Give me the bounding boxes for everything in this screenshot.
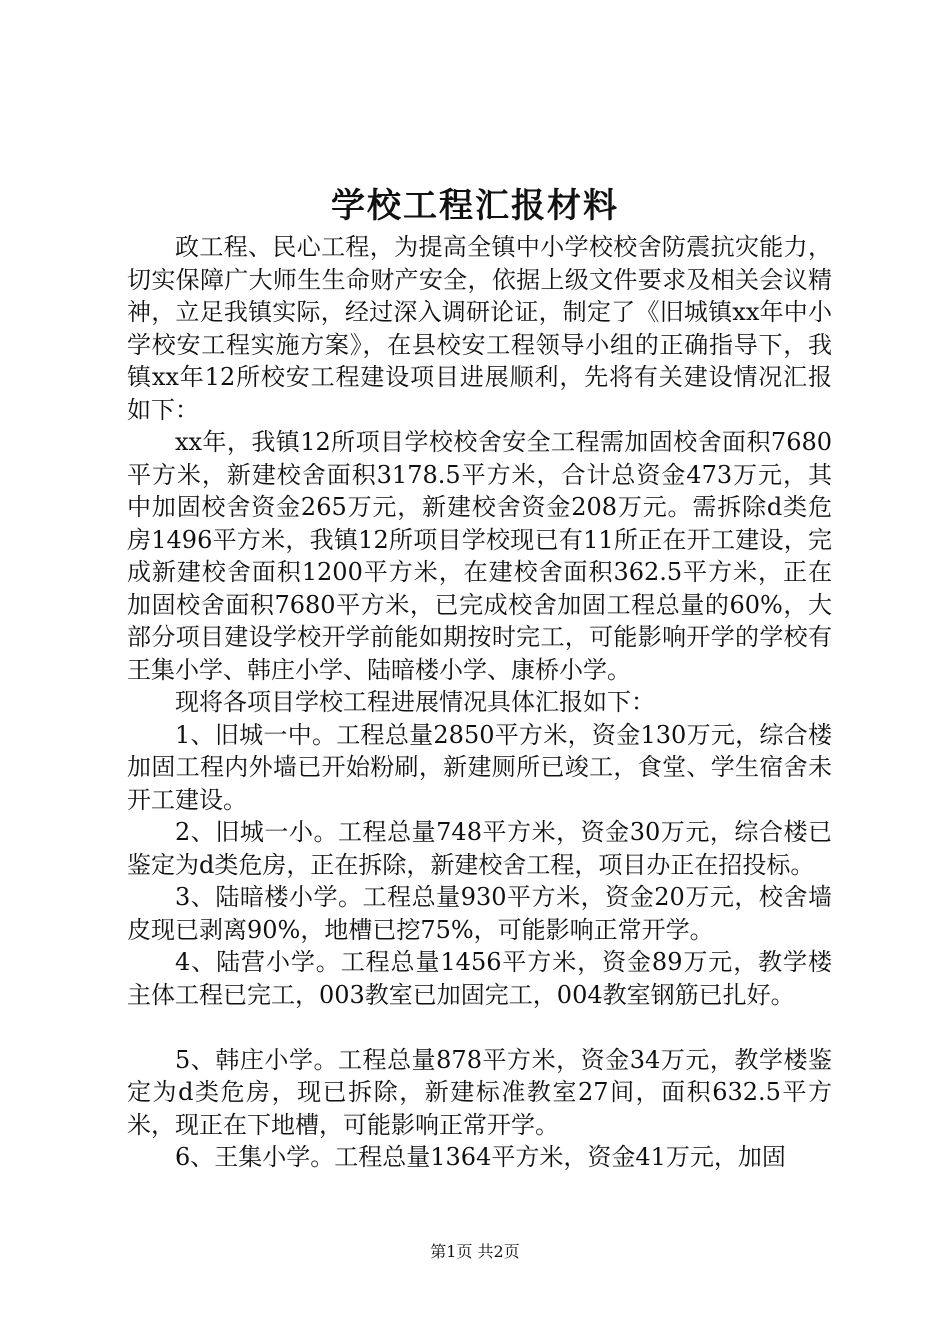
paragraph-item-3: 3、陆暗楼小学。工程总量930平方米，资金20万元，校舍墙皮现已剥离90%，地槽已挖75%，可能影响正常开学。 — [127, 883, 832, 944]
paragraph-lead-in: 现将各项目学校工程进展情况具体汇报如下： — [175, 688, 655, 716]
paragraph-item-1: 1、旧城一中。工程总量2850平方米，资金130万元，综合楼加固工程内外墙已开始粉刷，新建厕所已竣工，食堂、学生宿舍未开工建设。 — [127, 720, 832, 814]
document-title: 学校工程汇报材料 — [331, 186, 619, 226]
paragraph-intro: 政工程、民心工程，为提高全镇中小学校校舍防震抗灾能力，切实保障广大师生生命财产安全，依据上级文件要求及相关会议精神，立足我镇实际，经过深入调研论证，制定了《旧城镇xx年中小学校安工程实施方案》，在县校安工程领导小组的正确指导下，我镇xx年12所校安工程建设项目进展顺利，先将有关建设情况汇报如下： — [127, 233, 832, 424]
document-body — [127, 231, 832, 1174]
paragraph-item-2: 2、旧城一小。工程总量748平方米，资金30万元，综合楼已鉴定为d类危房，正在拆除，新建校舍工程，项目办正在招投标。 — [127, 818, 832, 879]
paragraph-summary: xx年，我镇12所项目学校校舍安全工程需加固校舍面积7680平方米，新建校舍面积3178.5平方米，合计总资金473万元，其中加固校舍资金265万元，新建校舍资金208万元。需拆除d类危房1496平方米，我镇12所项目学校现已有11所正在开工建设，完成新建校舍面积1200平方米，在建校舍面积362.5平方米，正在加固校舍面积7680平方米，已完成校舍加固工程总量的60%，大部分项目建设学校开学前能如期按时完工，可能影响开学的学校有王集小学、韩庄小学、陆暗楼小学、康桥小学。 — [127, 428, 832, 684]
paragraph-item-5: 5、韩庄小学。工程总量878平方米，资金34万元，教学楼鉴定为d类危房，现已拆除，新建标准教室27间，面积632.5平方米，现正在下地槽，可能影响正常开学。 — [127, 1045, 832, 1139]
page-footer: 第1页 共2页 — [430, 1242, 520, 1261]
paragraph-item-4: 4、陆营小学。工程总量1456平方米，资金89万元，教学楼主体工程已完工，003教室已加固完工，004教室钢筋已扎好。 — [127, 948, 832, 1009]
paragraph-item-6: 6、王集小学。工程总量1364平方米，资金41万元，加固 — [175, 1143, 786, 1171]
paragraph-gap — [127, 1011, 832, 1044]
